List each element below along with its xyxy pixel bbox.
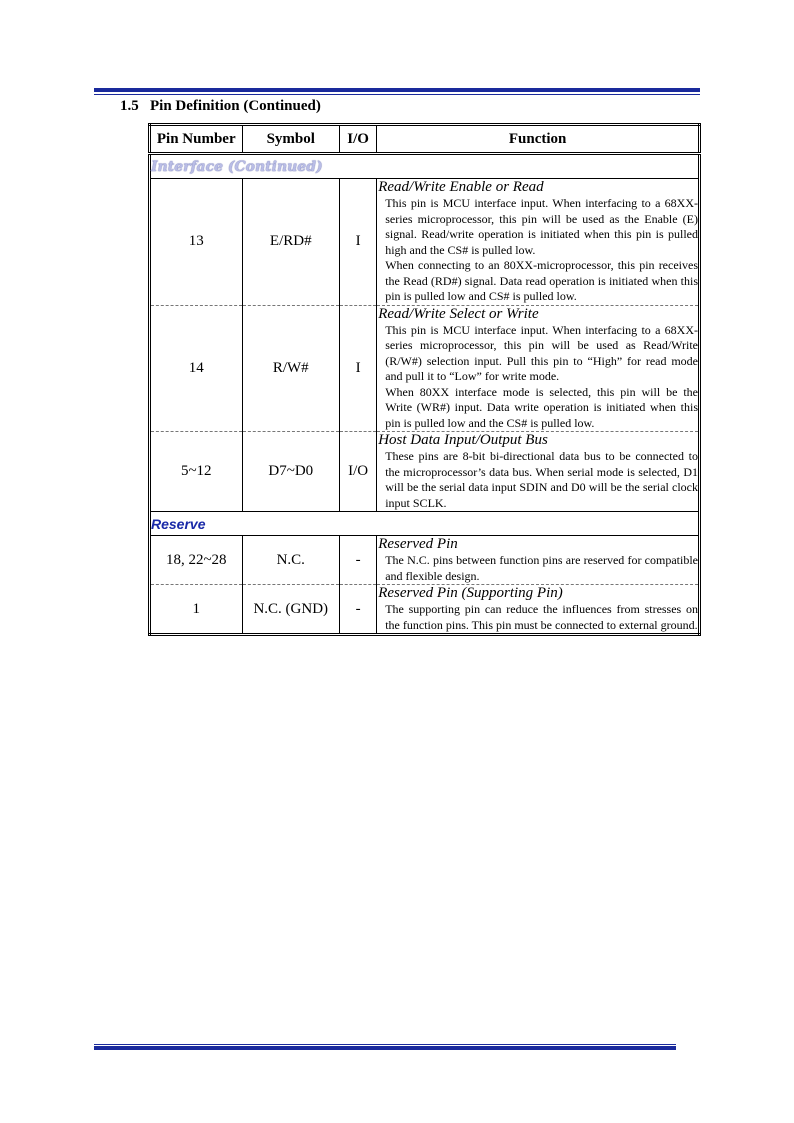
symbol-cell: N.C. (GND) [242, 585, 340, 635]
function-paragraph: The supporting pin can reduce the influences from stresses on the function pins. This pin must be connected to external ground. [385, 602, 698, 632]
section-title [120, 98, 321, 115]
symbol-cell: E/RD# [242, 179, 340, 306]
pin-number-cell: 13 [188, 233, 204, 250]
function-paragraph: The N.C. pins between function pins are reserved for compatible and flexible design. [385, 553, 698, 583]
group-row-reserve [150, 512, 700, 536]
function-title: Reserved Pin [378, 536, 458, 552]
io-cell: I [340, 305, 377, 432]
header-function: Function [377, 125, 700, 154]
table-header-row [150, 125, 700, 154]
header-symbol: Symbol [242, 125, 340, 154]
function-cell [377, 536, 700, 585]
symbol-cell: D7~D0 [242, 432, 340, 512]
header-rule [94, 88, 700, 95]
function-title: Read/Write Select or Write [378, 305, 539, 322]
symbol-cell: R/W# [242, 305, 340, 432]
io-cell: - [340, 585, 377, 635]
pin-number-cell: 14 [150, 305, 243, 432]
section-number: 1.5 [120, 98, 139, 114]
pin-number-cell: 5~12 [150, 432, 243, 512]
function-cell [377, 585, 700, 635]
function-paragraph: These pins are 8-bit bi-directional data bus to be connected to the microprocessor’s data bus. When serial mode is selected, D1 will be the serial data input SDIN and D0 will be the serial clock input SCLK. [385, 449, 698, 510]
section-title-text: Pin Definition (Continued) [150, 98, 321, 114]
table-row [150, 305, 700, 432]
pin-definition-table [148, 123, 701, 636]
function-paragraph: When 80XX interface mode is selected, this pin will be the Write (WR#) input. Data write operation is initiated when this pin is pulled low and the CS# is pulled low. [385, 384, 698, 430]
function-cell [377, 432, 700, 512]
table-row [150, 585, 700, 635]
table-row [150, 179, 700, 306]
footer-rule [94, 1044, 676, 1050]
group-label: Interface (Continued) [150, 154, 700, 179]
function-title: Reserved Pin (Supporting Pin) [378, 585, 563, 601]
function-title: Host Data Input/Output Bus [378, 432, 548, 448]
io-cell: - [340, 536, 377, 585]
function-cell [377, 305, 700, 432]
io-cell: I [340, 179, 377, 306]
pin-number-cell: 18, 22~28 [165, 551, 227, 568]
function-paragraph: This pin is MCU interface input. When interfacing to a 68XX-series microprocessor, this pin will be used as Read/Write (R/W#) selection input. Pull this pin to “High” for read mode and pull it to “Low” for write mode. [385, 322, 698, 383]
function-paragraph: When connecting to an 80XX-microprocessor, this pin receives the Read (RD#) signal. Data read operation is initiated when this pin is pulled low and CS# is pulled low. [385, 258, 698, 303]
symbol-cell: N.C. [242, 536, 340, 585]
group-row-interface [150, 154, 700, 179]
header-io: I/O [340, 125, 377, 154]
io-cell: I/O [340, 432, 377, 512]
function-cell [377, 179, 700, 306]
function-title: Read/Write Enable or Read [378, 179, 544, 195]
pin-number-cell: 1 [150, 585, 243, 635]
group-label: Reserve [150, 512, 700, 536]
function-paragraph: This pin is MCU interface input. When interfacing to a 68XX-series microprocessor, this pin will be used as the Enable (E) signal. Read/write operation is initiated when this pin is pulled high and the CS# is pulled low. [385, 196, 698, 257]
table-row [150, 432, 700, 512]
header-pin-number: Pin Number [150, 125, 243, 154]
table-row [150, 536, 700, 585]
